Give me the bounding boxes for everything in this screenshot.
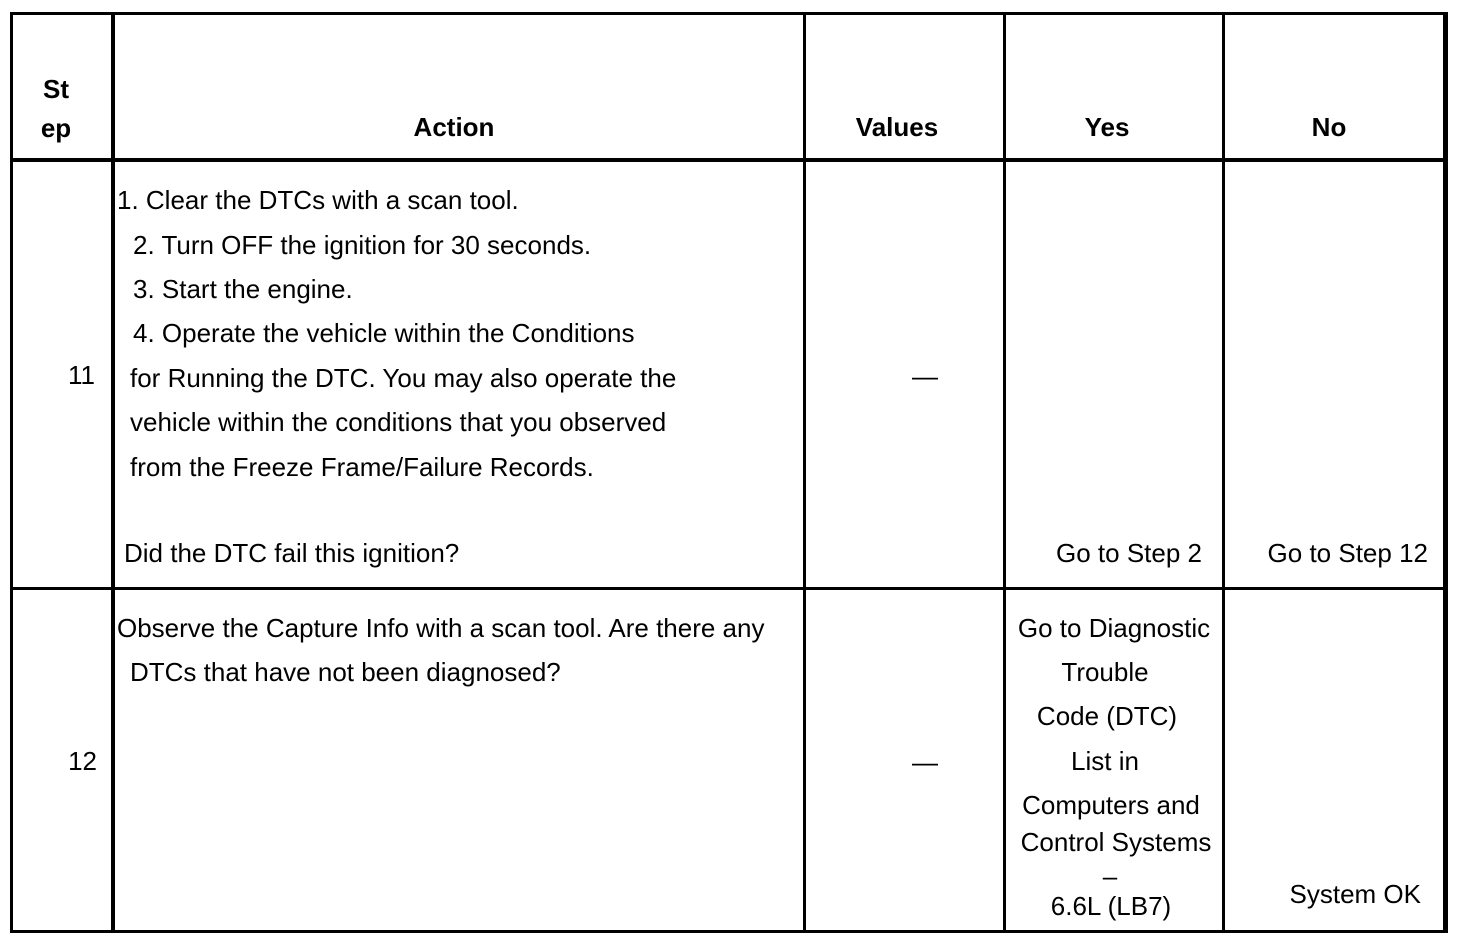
column-divider-values [1003, 12, 1006, 933]
yes-cell-line: Control Systems [1020, 827, 1212, 857]
header-values: Values [855, 112, 939, 142]
column-divider-yes [1222, 12, 1225, 933]
column-divider-left [10, 12, 13, 933]
table-border-bottom [10, 930, 1448, 933]
yes-cell-line: Computers and [1022, 790, 1200, 820]
header-step-line2: ep [40, 113, 72, 143]
action-line: 3. Start the engine. [133, 274, 353, 304]
header-no: No [1311, 112, 1347, 142]
column-divider-right [1443, 12, 1448, 933]
yes-cell-line: 6.6L (LB7) [1050, 891, 1172, 921]
table-border-top [10, 12, 1448, 15]
action-line: 4. Operate the vehicle within the Conditions [133, 318, 635, 348]
no-cell: System OK [1289, 879, 1421, 909]
yes-cell-line: – [1102, 861, 1118, 891]
values-cell: — [912, 361, 938, 391]
action-line: vehicle within the conditions that you observed [130, 407, 667, 437]
yes-cell-line: Trouble [1061, 657, 1149, 687]
values-cell: — [912, 747, 938, 777]
header-divider [10, 158, 1448, 162]
header-yes: Yes [1084, 112, 1130, 142]
column-divider-action [803, 12, 806, 933]
action-line: 2. Turn OFF the ignition for 30 seconds. [133, 230, 592, 260]
step-number: 11 [68, 360, 95, 390]
yes-cell-line: List in [1071, 746, 1139, 776]
header-step-line1: St [43, 74, 69, 104]
step-number: 12 [68, 746, 97, 776]
row-divider [10, 587, 1448, 590]
yes-cell: Go to Step 2 [1056, 538, 1202, 568]
yes-cell-line: Go to Diagnostic [1017, 613, 1211, 643]
action-line: 1. Clear the DTCs with a scan tool. [117, 185, 519, 215]
header-action: Action [413, 112, 495, 142]
yes-cell-line: Code (DTC) [1036, 701, 1178, 731]
no-cell: Go to Step 12 [1267, 538, 1428, 568]
action-question: Did the DTC fail this ignition? [124, 538, 460, 568]
action-line: Observe the Capture Info with a scan tool. Are there any [117, 613, 765, 643]
action-line: from the Freeze Frame/Failure Records. [130, 452, 594, 482]
action-line: for Running the DTC. You may also operate the [130, 363, 677, 393]
column-divider-step [111, 12, 115, 933]
action-line: DTCs that have not been diagnosed? [130, 657, 561, 687]
